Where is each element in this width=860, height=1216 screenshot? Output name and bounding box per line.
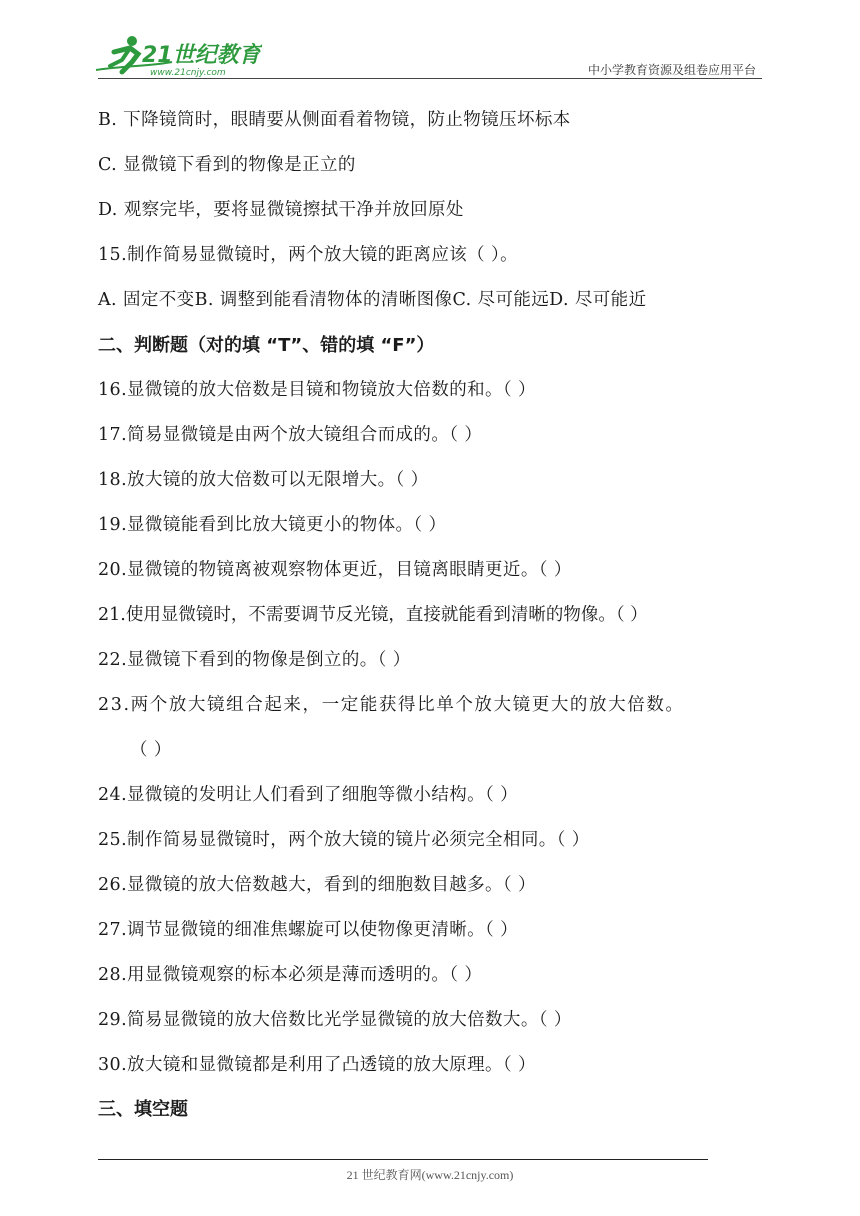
header-divider	[98, 78, 762, 79]
question-15-options: A. 固定不变B. 调整到能看清物体的清晰图像C. 尽可能远D. 尽可能近	[98, 290, 647, 310]
question-29: 29.简易显微镜的放大倍数比光学显微镜的放大倍数大。（ ）	[98, 1010, 572, 1030]
question-21: 21.使用显微镜时，不需要调节反光镜，直接就能看到清晰的物像。（ ）	[98, 605, 648, 625]
question-25: 25.制作简易显微镜时，两个放大镜的镜片必须完全相同。（ ）	[98, 830, 590, 850]
platform-name: 中小学教育资源及组卷应用平台	[587, 63, 756, 77]
question-16: 16.显微镜的放大倍数是目镜和物镜放大倍数的和。（ ）	[98, 380, 536, 400]
question-22: 22.显微镜下看到的物像是倒立的。（ ）	[98, 650, 411, 670]
site-logo[interactable]	[92, 32, 262, 80]
question-24: 24.显微镜的发明让人们看到了细胞等微小结构。（ ）	[98, 785, 519, 805]
question-30: 30.放大镜和显微镜都是利用了凸透镜的放大原理。（ ）	[98, 1055, 536, 1075]
option-c: C. 显微镜下看到的物像是正立的	[98, 155, 356, 175]
question-19: 19.显微镜能看到比放大镜更小的物体。（ ）	[98, 515, 447, 535]
runner-logo-icon	[92, 32, 262, 80]
footer-divider	[98, 1159, 708, 1160]
question-20: 20.显微镜的物镜离被观察物体更近，目镜离眼睛更近。（ ）	[98, 560, 572, 580]
question-28: 28.用显微镜观察的标本必须是薄而透明的。（ ）	[98, 965, 483, 985]
option-d: D. 观察完毕，要将显微镜擦拭干净并放回原处	[98, 200, 464, 220]
question-23: 23.两个放大镜组合起来，一定能获得比单个放大镜更大的放大倍数。	[98, 695, 685, 715]
question-23-answer: （ ）	[130, 740, 172, 760]
question-17: 17.简易显微镜是由两个放大镜组合而成的。（ ）	[98, 425, 483, 445]
question-15: 15.制作简易显微镜时，两个放大镜的距离应该（ ）。	[98, 245, 519, 265]
svg-text:www.21cnjy.com: www.21cnjy.com	[150, 68, 226, 78]
section-3-title: 三、填空题	[98, 1099, 188, 1120]
section-2-title: 二、判断题（对的填 “T”、错的填 “F”）	[98, 335, 435, 356]
svg-text:21世纪教育: 21世纪教育	[142, 43, 261, 68]
question-27: 27.调节显微镜的细准焦螺旋可以使物像更清晰。（ ）	[98, 920, 519, 940]
question-26: 26.显微镜的放大倍数越大，看到的细胞数目越多。（ ）	[98, 875, 536, 895]
question-18: 18.放大镜的放大倍数可以无限增大。（ ）	[98, 470, 429, 490]
page-footer: 21 世纪教育网(www.21cnjy.com)	[346, 1168, 514, 1182]
page-header	[0, 0, 860, 80]
option-b: B. 下降镜筒时，眼睛要从侧面看着物镜，防止物镜压坏标本	[98, 110, 571, 130]
